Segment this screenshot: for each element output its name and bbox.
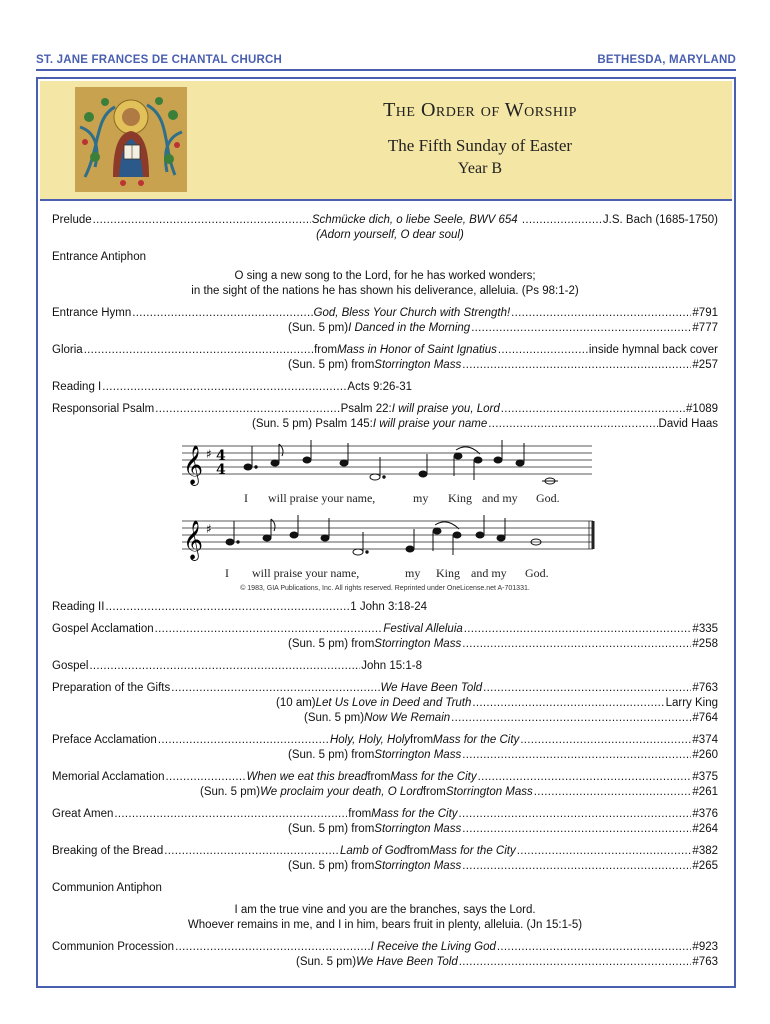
psalm-row: Responsorial Psalm ..... Psalm 22: I will praise you, Lord ..... #1089	[52, 402, 718, 417]
composer: David Haas	[658, 418, 718, 430]
church-location: BETHESDA, MARYLAND	[597, 54, 736, 66]
leader-dots	[522, 213, 602, 228]
gloria-row: Gloria ..... from Mass in Honor of Saint Ignatius ..... inside hymnal back cover	[52, 343, 718, 358]
item-label: Gospel	[52, 660, 89, 672]
svg-text:will praise your name,: will praise your name,	[268, 491, 376, 505]
item-label: Responsorial Psalm	[52, 403, 155, 415]
preparation-alt-2: (Sun. 5 pm) Now We Remain ..... #764	[52, 711, 718, 726]
mass-title: Mass in Honor of Saint Ignatius	[337, 344, 497, 356]
music-notation	[52, 432, 718, 584]
great-amen-row: Great Amen ..... from Mass for the City ..... #376	[52, 807, 718, 822]
header-panel	[40, 81, 732, 201]
scripture-ref: John 15:1-8	[361, 660, 422, 672]
prelude-title: Schmücke dich, o liebe Seele, BWV 654	[311, 214, 518, 226]
psalm-alt: (Sun. 5 pm) Psalm 145: I will praise your name ..... David Haas	[52, 417, 718, 432]
item-label: Communion Procession	[52, 941, 175, 953]
memorial-row: Memorial Acclamation ..... When we eat this bread from Mass for the City ..... #375	[52, 770, 718, 785]
hymn-number: #1089	[686, 403, 719, 415]
svg-text:God.: God.	[536, 491, 560, 505]
prelude-composer: J.S. Bach (1685-1750)	[602, 214, 718, 226]
prelude-row	[52, 213, 718, 228]
entrance-hymn-row	[52, 306, 718, 321]
staff-1	[182, 446, 592, 474]
preface-alt: (Sun. 5 pm) from Storrington Mass ..... #260	[52, 748, 718, 763]
svg-text:♯: ♯	[206, 522, 212, 536]
music-copyright: © 1983, GIA Publications, Inc. All rights reserved. Reprinted under OneLicense.net A-701331.	[240, 585, 530, 592]
hymn-number: #791	[692, 307, 718, 319]
breaking-row: Breaking of the Bread ..... Lamb of God from Mass for the City ..... #382	[52, 844, 718, 859]
item-label: Great Amen	[52, 808, 114, 820]
antiphon-text: Whoever remains in me, and I in him, bears fruit in plenty, alleluia. (Jn 15:1-5)	[187, 919, 583, 931]
svg-text:I: I	[244, 491, 248, 505]
item-label: Preface Acclamation	[52, 734, 157, 746]
svg-text:will praise your name,: will praise your name,	[252, 566, 360, 580]
svg-text:and my: and my	[471, 566, 507, 580]
svg-text:4: 4	[216, 462, 226, 478]
svg-text:♯: ♯	[206, 447, 212, 461]
scripture-ref: Acts 9:26-31	[347, 381, 412, 393]
entrance-antiphon-label: Entrance Antiphon	[52, 251, 146, 263]
page-title: The Order of Worship	[383, 99, 577, 121]
antiphon-text: O sing a new song to the Lord, for he has worked wonders;	[234, 270, 536, 282]
svg-text:my: my	[413, 491, 429, 505]
svg-text:4: 4	[216, 448, 226, 464]
gloria-alt: (Sun. 5 pm) from Storrington Mass ..... #257	[52, 358, 718, 373]
hymn-number: inside hymnal back cover	[588, 344, 718, 356]
christ-icon-image	[75, 87, 187, 192]
gospel-acclamation-row: Gospel Acclamation ..... Festival Alleluia ..... #335	[52, 622, 718, 637]
top-bar	[36, 54, 736, 70]
item-label: Reading I	[52, 381, 102, 393]
item-label: Reading II	[52, 601, 105, 613]
page-subtitle: The Fifth Sunday of Easter	[387, 136, 573, 155]
item-label: Gospel Acclamation	[52, 623, 154, 635]
psalm-title: I will praise you, Lord	[391, 403, 500, 415]
header-titles	[240, 99, 720, 178]
gospel-row	[52, 659, 422, 674]
treble-clef-icon: 𝄞	[183, 445, 204, 485]
lyrics-line-1	[244, 491, 560, 505]
liturgical-year: Year B	[457, 160, 503, 177]
lyrics-line-2	[225, 566, 549, 580]
psalm-refrain-music	[52, 432, 718, 584]
notes-line-1	[244, 440, 558, 484]
breaking-alt: (Sun. 5 pm) from Storrington Mass ..... #265	[52, 859, 718, 874]
church-name: ST. JANE FRANCES DE CHANTAL CHURCH	[36, 54, 282, 66]
preparation-alt-1: (10 am) Let Us Love in Deed and Truth ..... Larry King	[52, 696, 718, 711]
preparation-row: Preparation of the Gifts ..... We Have Been Told ..... #763	[52, 681, 718, 696]
great-amen-alt: (Sun. 5 pm) from Storrington Mass ..... #264	[52, 822, 718, 837]
svg-text:King: King	[448, 491, 472, 505]
antiphon-text: in the sight of the nations he has shown his deliverance, alleluia. (Ps 98:1-2)	[191, 285, 579, 297]
item-label: Preparation of the Gifts	[52, 682, 171, 694]
item-label: Prelude	[52, 214, 92, 226]
prelude-translation: (Adorn yourself, O dear soul)	[316, 229, 464, 241]
reading2-row	[52, 600, 427, 615]
svg-text:King: King	[436, 566, 460, 580]
communion-row: Communion Procession ..... I Receive the Living God ..... #923	[52, 940, 718, 955]
communion-alt: (Sun. 5 pm) We Have Been Told ..... #763	[52, 955, 718, 970]
item-label: Entrance Hymn	[52, 307, 132, 319]
svg-text:I: I	[225, 566, 229, 580]
hymn-number: #777	[692, 322, 718, 334]
svg-text:God.: God.	[525, 566, 549, 580]
item-label: Memorial Acclamation	[52, 771, 165, 783]
program-frame	[36, 77, 736, 988]
item-label: Gloria	[52, 344, 83, 356]
reading1-row	[52, 380, 412, 395]
top-rule	[36, 69, 736, 71]
entrance-hymn-alt: (Sun. 5 pm) I Danced in the Morning ..... #777	[52, 321, 718, 336]
hymn-title: God, Bless Your Church with Strength!	[313, 307, 511, 319]
item-label: Breaking of the Bread	[52, 845, 164, 857]
hymn-title: I Danced in the Morning	[348, 322, 471, 334]
memorial-alt: (Sun. 5 pm) We proclaim your death, O Lord from Storrington Mass ..... #261	[52, 785, 718, 800]
svg-text:and my: and my	[482, 491, 518, 505]
order-of-worship	[52, 213, 718, 970]
leader-dots	[93, 213, 311, 228]
svg-text:my: my	[405, 566, 421, 580]
gospel-acclamation-alt: (Sun. 5 pm) from Storrington Mass ..... #258	[52, 637, 718, 652]
scripture-ref: 1 John 3:18-24	[350, 601, 427, 613]
communion-antiphon-label: Communion Antiphon	[52, 882, 162, 894]
preface-row: Preface Acclamation ..... Holy, Holy, Holy from Mass for the City ..... #374	[52, 733, 718, 748]
antiphon-text: I am the true vine and you are the branches, says the Lord.	[234, 904, 536, 916]
staff-2	[182, 521, 593, 549]
treble-clef-icon: 𝄞	[183, 520, 204, 560]
